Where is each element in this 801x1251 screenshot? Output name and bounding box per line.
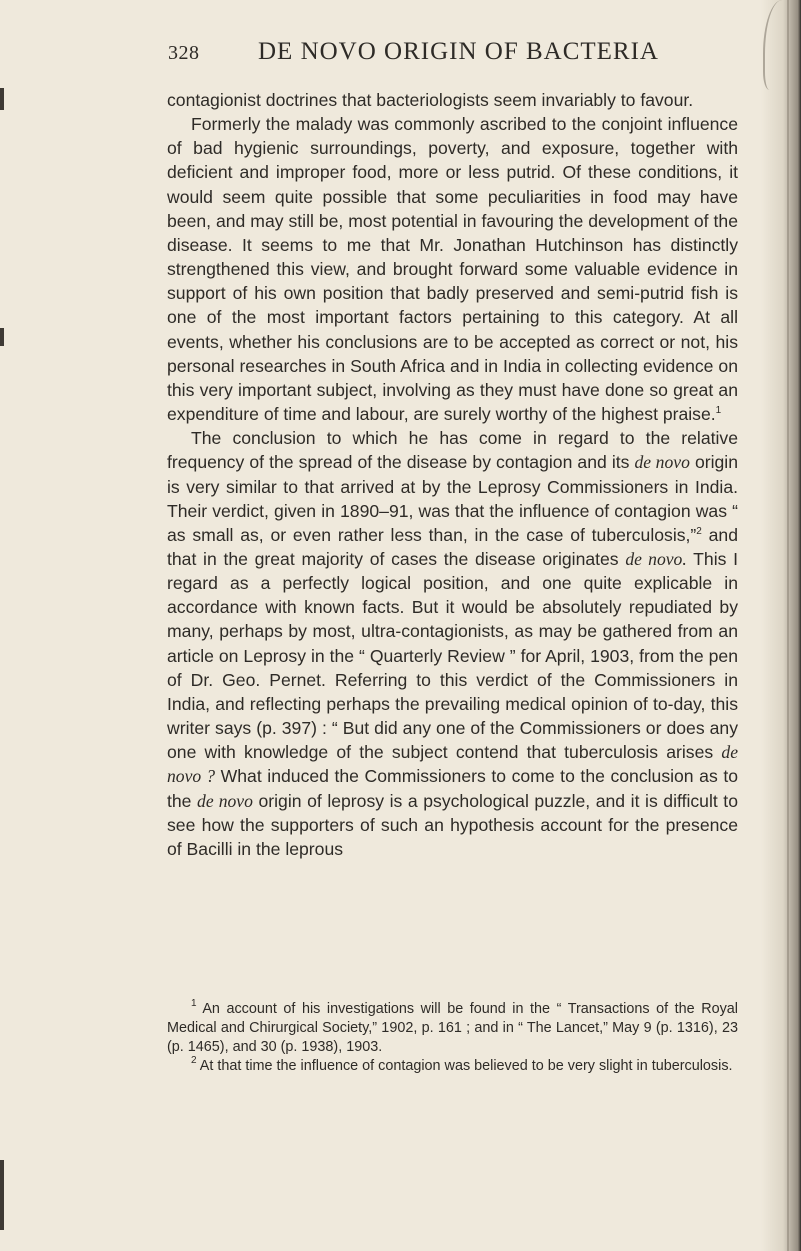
- italic-phrase: de novo: [197, 790, 253, 811]
- footnotes: [167, 1000, 738, 1076]
- italic-phrase: de novo ?: [167, 742, 738, 787]
- italic-phrase: de novo.: [625, 548, 687, 569]
- page-header: [168, 34, 768, 74]
- paragraph-3-text-a: The conclusion to which he has come in regard to the relative frequency of the spread of the disease by contagion and its: [167, 428, 738, 473]
- page-number: 328: [168, 42, 200, 64]
- italic-phrase: de novo: [634, 452, 690, 473]
- paragraph-3-text-b: origin is very similar to that arrived at by the Leprosy Commissioners in India. Their verdict, given in 1890–91, was that the influence of contagion was “ as small as, or even rather less than, in the case of tuberculosis,”: [167, 452, 738, 545]
- footnote-marker-2: 2: [191, 1055, 197, 1066]
- body-text: [167, 88, 738, 861]
- footnote-ref-2: 2: [696, 525, 702, 537]
- left-edge-mark: [0, 328, 4, 346]
- left-edge-mark: [0, 88, 4, 110]
- page-edge-line: [787, 0, 789, 1251]
- paragraph-2-text: Formerly the malady was commonly ascribed to the conjoint influence of bad hygienic surroundings, poverty, and exposure, together with deficient and improper food, more or less putrid. Of these conditions, it would seem quite possible that some peculiarities in food may have been, and may still be, most potential in favouring the development of the disease. It seems to me that Mr. Jonathan Hutchinson has distinctly strengthened this view, and brought forward some valuable evidence in support of his own position that badly preserved and semi-putrid fish is one of the most important factors pertaining to this category. At all events, whether his conclusions are to be accepted as correct or not, his personal researches in South Africa and in India in collecting evidence on this very important subject, involving as they must have done so great an expenditure of time and labour, are surely worthy of the highest praise.: [167, 114, 738, 425]
- paragraph-1-text: contagionist doctrines that bacteriologists seem invariably to favour.: [167, 90, 694, 110]
- running-title: DE NOVO ORIGIN OF BACTERIA: [258, 38, 659, 65]
- footnote-1-text: An account of his investigations will be found in the “ Transactions of the Royal Medical and Chirurgical Society,” 1902, p. 161 ; and in “ The Lancet,” May 9 (p. 1316), 23 (p. 1465), and 30 (p. 1938), 1903.: [167, 1001, 738, 1055]
- paragraph-3: [167, 426, 738, 861]
- paragraph-1: [167, 88, 738, 112]
- paragraph-3-text-c: and that in the great majority of cases the disease originates: [167, 524, 738, 569]
- footnote-1: [167, 1000, 738, 1057]
- paragraph-3-text-e: What induced the Commissioners to come to the conclusion as to the: [167, 766, 738, 811]
- footnote-2: [167, 1057, 738, 1076]
- page-edge-shadow: [761, 0, 801, 1251]
- paragraph-3-text-f: origin of leprosy is a psychological puzzle, and it is difficult to see how the supporters of such an hypothesis account for the presence of Bacilli in the leprous: [167, 790, 738, 859]
- left-edge-mark: [0, 1160, 4, 1230]
- footnote-2-text: At that time the influence of contagion was believed to be very slight in tuberculosis.: [196, 1058, 733, 1074]
- paragraph-3-text-d: This I regard as a perfectly logical position, and one quite explicable in accordance with known facts. But it would be absolutely repudiated by many, perhaps by most, ultra-contagionists, as may be gathered from an article on Leprosy in the “ Quarterly Review ” for April, 1903, from the pen of Dr. Geo. Pernet. Referring to this verdict of the Commissioners in India, and reflecting perhaps the prevailing medical opinion of to-day, this writer says (p. 397) : “ But did any one of the Commissioners or does any one with knowledge of the subject contend that tuberculosis arises: [167, 548, 738, 763]
- footnote-ref-1: 1: [715, 405, 722, 417]
- paragraph-2: [167, 112, 738, 426]
- footnote-marker-1: 1: [191, 998, 197, 1009]
